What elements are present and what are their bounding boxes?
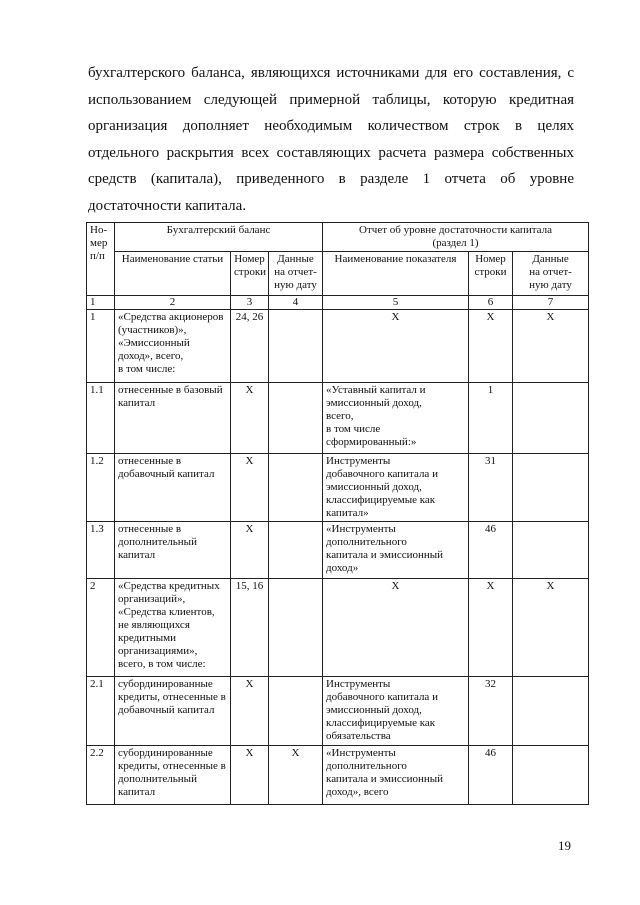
item-name: субординированные кредиты, отнесенные в добавочный капитал (115, 677, 231, 746)
row-number: 2.1 (87, 677, 115, 746)
report-line-number: X (469, 579, 513, 677)
report-data (513, 383, 589, 454)
item-name: отнесенные в базовый капитал (115, 383, 231, 454)
row-number: 1.1 (87, 383, 115, 454)
indicator-name: «Инструменты дополнительного капитала и эмиссионный доход», всего (323, 746, 469, 805)
report-line-number: 31 (469, 454, 513, 522)
intro-line: средств (капитала), приведенного в разделе 1 отчета об уровне (88, 171, 574, 187)
table-row (87, 677, 589, 746)
item-name: «Средства акционеров (участников)», «Эмиссионный доход», всего, в том числе: (115, 310, 231, 383)
report-line-number: 32 (469, 677, 513, 746)
report-data (513, 746, 589, 805)
table-row (87, 383, 589, 454)
column-number: 4 (269, 296, 323, 310)
line-number: X (231, 746, 269, 805)
report-data (513, 522, 589, 579)
reporting-date-data (269, 677, 323, 746)
report-line-number: X (469, 310, 513, 383)
indicator-name: X (323, 310, 469, 383)
reporting-date-data (269, 579, 323, 677)
column-number: 3 (231, 296, 269, 310)
table-row (87, 522, 589, 579)
intro-paragraph (88, 60, 574, 219)
column-number: 6 (469, 296, 513, 310)
table-row (87, 310, 589, 383)
line-number: 15, 16 (231, 579, 269, 677)
row-number: 2 (87, 579, 115, 677)
table-row (87, 454, 589, 522)
header-reporting-date-data: Данные на отчет- ную дату (513, 252, 589, 296)
header-row-number: Но- мер п/п (87, 223, 115, 296)
indicator-name: «Уставный капитал и эмиссионный доход, всего, в том числе сформированный:» (323, 383, 469, 454)
line-number: X (231, 677, 269, 746)
line-number: X (231, 454, 269, 522)
column-number: 1 (87, 296, 115, 310)
column-number: 2 (115, 296, 231, 310)
column-number: 5 (323, 296, 469, 310)
header-line-number: Номер строки (469, 252, 513, 296)
header-report-group: Отчет об уровне достаточности капитала (раздел 1) (323, 223, 589, 252)
page-number: 19 (558, 838, 571, 853)
row-number: 2.2 (87, 746, 115, 805)
report-line-number: 46 (469, 746, 513, 805)
reporting-date-data (269, 522, 323, 579)
intro-line: использованием следующей примерной таблицы, которую кредитная (88, 91, 574, 108)
indicator-name: «Инструменты дополнительного капитала и эмиссионный доход» (323, 522, 469, 579)
line-number: X (231, 383, 269, 454)
intro-line: достаточности капитала. (88, 197, 247, 214)
report-line-number: 1 (469, 383, 513, 454)
item-name: отнесенные в добавочный капитал (115, 454, 231, 522)
item-name: «Средства кредитных организаций», «Средства клиентов, не являющихся кредитными организациями», всего, в том числе: (115, 579, 231, 677)
item-name: отнесенные в дополнительный капитал (115, 522, 231, 579)
reporting-date-data (269, 454, 323, 522)
row-number: 1.2 (87, 454, 115, 522)
column-number: 7 (513, 296, 589, 310)
reporting-date-data (269, 310, 323, 383)
header-balance-group: Бухгалтерский баланс (115, 223, 323, 252)
intro-line: организация дополняет необходимым количеством строк в целях (88, 118, 574, 134)
indicator-name: X (323, 579, 469, 677)
report-data (513, 677, 589, 746)
intro-line: бухгалтерского баланса, являющихся источниками для его составления, с (88, 65, 574, 81)
line-number: 24, 26 (231, 310, 269, 383)
report-data (513, 454, 589, 522)
line-number: X (231, 522, 269, 579)
header-reporting-date-data: Данные на отчет- ную дату (269, 252, 323, 296)
capital-reconciliation-table (86, 222, 589, 805)
reporting-date-data: X (269, 746, 323, 805)
table-row (87, 579, 589, 677)
row-number: 1.3 (87, 522, 115, 579)
header-item-name: Наименование статьи (115, 252, 231, 296)
header-indicator-name: Наименование показателя (323, 252, 469, 296)
reporting-date-data (269, 383, 323, 454)
indicator-name: Инструменты добавочного капитала и эмиссионный доход, классифицируемые как обязательства (323, 677, 469, 746)
indicator-name: Инструменты добавочного капитала и эмиссионный доход, классифицируемые как капитал» (323, 454, 469, 522)
report-data: X (513, 579, 589, 677)
item-name: субординированные кредиты, отнесенные в дополнительный капитал (115, 746, 231, 805)
intro-line: отдельного раскрытия всех составляющих расчета размера собственных (88, 144, 574, 161)
table-row (87, 746, 589, 805)
row-number: 1 (87, 310, 115, 383)
report-data: X (513, 310, 589, 383)
report-line-number: 46 (469, 522, 513, 579)
header-line-number: Номер строки (231, 252, 269, 296)
